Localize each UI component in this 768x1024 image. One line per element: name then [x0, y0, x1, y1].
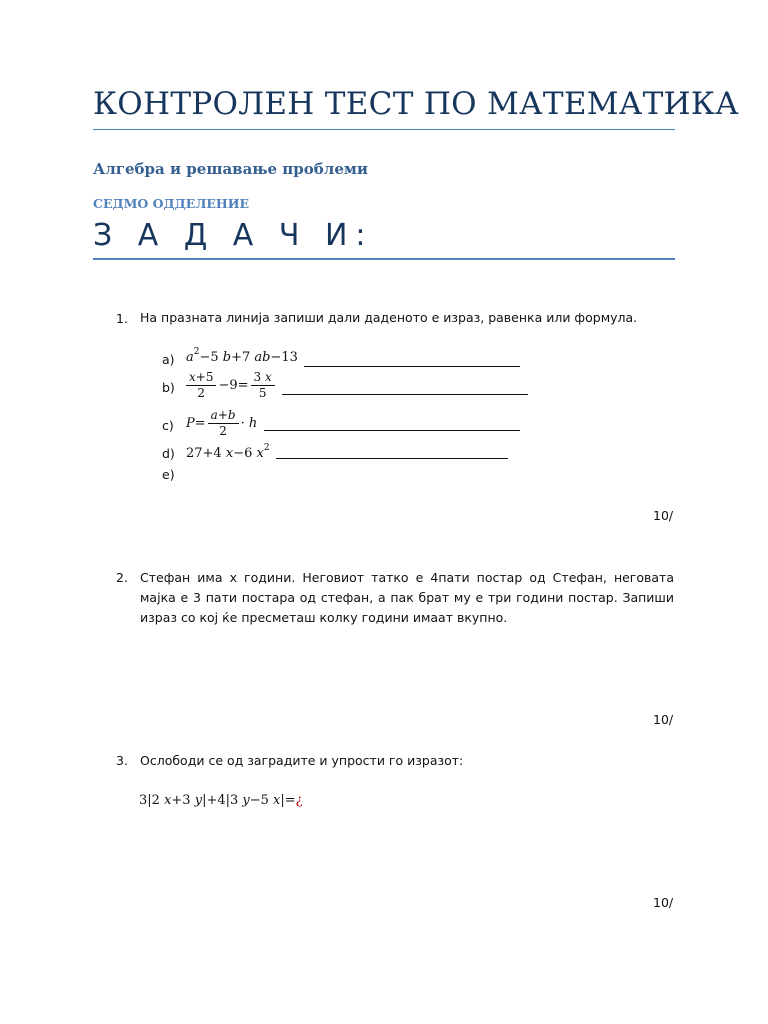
question-3-text: Ослободи се од заградите и упрости го изразот: — [140, 753, 464, 768]
item-d-label: d) — [162, 446, 175, 461]
answer-line-b[interactable] — [282, 394, 528, 395]
tasks-heading: З А Д А Ч И: — [93, 218, 374, 253]
question-1-text: На празната линија запиши дали даденото е израз, равенка или формула. — [140, 310, 638, 325]
question-2-number: 2. — [116, 570, 128, 585]
question-1-score: 10/ — [653, 508, 674, 523]
tasks-divider — [93, 258, 675, 260]
item-e-label: e) — [162, 467, 175, 482]
expression-a: $a^2-5$ b+7 ab−13 — [186, 347, 298, 365]
document-subtitle: Алгебра и решавање проблеми — [93, 160, 369, 178]
answer-line-c[interactable] — [264, 430, 520, 431]
item-c-label: c) — [162, 418, 174, 433]
expression-d: 27+4 x−6 $x^2$ — [186, 443, 270, 461]
answer-line-d[interactable] — [276, 458, 508, 459]
expression-b: $\frac{x+5}{2}$ −9= $\frac{3 x}{5}$ — [184, 370, 277, 401]
expression-c: P= $\frac{a+b}{2}$ · h — [186, 408, 258, 438]
grade-label: СЕДМО ОДДЕЛЕНИЕ — [93, 196, 250, 211]
item-b-label: b) — [162, 380, 175, 395]
question-2-score: 10/ — [653, 712, 674, 727]
item-a-label: a) — [162, 352, 175, 367]
answer-line-a[interactable] — [304, 366, 520, 367]
question-1-number: 1. — [116, 311, 128, 326]
title-divider — [93, 129, 675, 130]
document-title: КОНТРОЛЕН ТЕСТ ПО МАТЕМАТИКА — [93, 86, 739, 122]
question-3-score: 10/ — [653, 895, 674, 910]
question-3-number: 3. — [116, 753, 128, 768]
question-2-text: Стефан има x години. Неговиот татко е 4пати постар од Стефан, неговата мајка е 3 пати постара од стефан, а пак брат му е три години постар. Запиши израз со кој ќе пресметаш колку години имаат вкупно. — [140, 570, 674, 625]
expression-3: 3|2 x+3 y|+4|3 y−5 x|=¿ — [139, 793, 303, 808]
